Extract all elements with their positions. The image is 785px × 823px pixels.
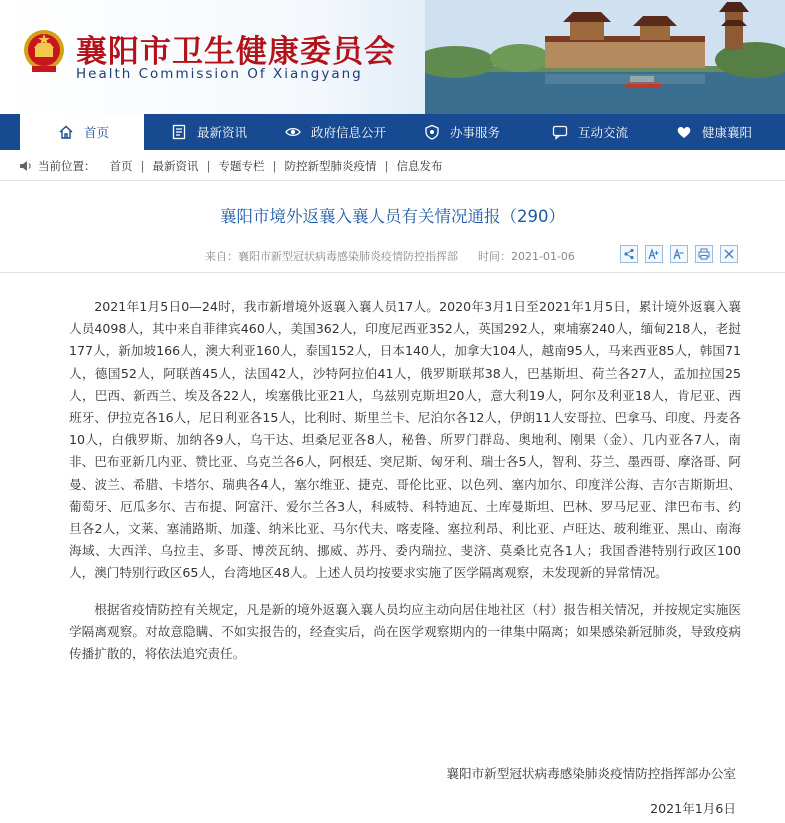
- nav-latest-news[interactable]: [171, 114, 247, 150]
- divider: [0, 180, 785, 181]
- article-time: 时间：2021-01-06: [478, 250, 575, 263]
- share-icon: [623, 248, 635, 260]
- font-size-increase-button[interactable]: [645, 245, 663, 263]
- article-paragraph: 根据省疫情防控有关规定，凡是新的境外返襄入襄人员均应主动向居住地社区（村）报告相关情况，并按规定实施医学隔离观察。对故意隐瞒、不如实报告的，经查实后，尚在医学观察期内的一律集中隔离；如果感染新冠肺炎，导致疫病传播扩散的，将依法追究责任。: [69, 601, 741, 662]
- font-decrease-icon: [673, 248, 685, 260]
- main-nav: [0, 114, 785, 150]
- heart-icon: [676, 124, 692, 140]
- speaker-icon: [18, 159, 34, 173]
- nav-home-label: 首页: [84, 125, 110, 140]
- article-signature: 襄阳市新型冠状病毒感染肺炎疫情防控指挥部办公室: [446, 766, 736, 781]
- font-increase-icon: [648, 248, 660, 260]
- font-size-decrease-button[interactable]: [670, 245, 688, 263]
- nav-services-label: 办事服务: [450, 125, 501, 140]
- nav-interaction-label: 互动交流: [578, 125, 629, 140]
- breadcrumb-separator: |: [384, 159, 389, 173]
- site-subtitle: Health Commission Of Xiangyang: [76, 66, 363, 82]
- nav-gov-info-label: 政府信息公开: [311, 125, 387, 140]
- share-toolbar: [620, 245, 738, 263]
- close-button[interactable]: [720, 245, 738, 263]
- eye-icon: [285, 124, 301, 140]
- nav-healthy-xiangyang[interactable]: [676, 114, 752, 150]
- breadcrumb-separator: |: [272, 159, 277, 173]
- breadcrumb-link-home[interactable]: 首页: [109, 159, 133, 173]
- breadcrumb-prefix: 当前位置：: [38, 159, 96, 173]
- print-icon: [698, 248, 710, 260]
- print-button[interactable]: [695, 245, 713, 263]
- breadcrumb-link-epidemic[interactable]: 防控新型肺炎疫情: [284, 159, 377, 173]
- nav-gov-info[interactable]: [285, 114, 386, 150]
- share-button[interactable]: [620, 245, 638, 263]
- breadcrumb-separator: |: [206, 159, 211, 173]
- article-meta: [205, 248, 575, 264]
- document-list-icon: [171, 124, 187, 140]
- city-scenery-image: [425, 0, 785, 114]
- site-title: 襄阳市卫生健康委员会: [76, 34, 396, 70]
- breadcrumb-link-latest-news[interactable]: 最新资讯: [152, 159, 199, 173]
- article-paragraph: 2021年1月5日0—24时，我市新增境外返襄入襄人员17人。2020年3月1日至2021年1月5日，累计境外返襄入襄人员4098人，其中来自菲律宾460人，美国362人，印度尼西亚352人，英国292人，柬埔寨240人，缅甸218人，老挝177人，新加坡166人，澳大利亚160人，泰国152人，日本140人，加拿大104人，越南95人，马来西亚85人，韩国71人，德国52人，阿联酋45人，法国42人，沙特阿拉伯41人，俄罗斯联邦38人，巴基斯坦、荷兰各27人，孟加拉国25人，巴西、新西兰、埃及各22人，埃塞俄比亚21人，乌兹别克斯坦20人，意大利19人，阿尔及利亚18人，肯尼亚、西班牙、伊拉克各16人，尼日利亚各15人，比利时、斯里兰卡、尼泊尔各12人，伊朗11人安哥拉、巴拿马、印度、丹麦各10人，白俄罗斯、加纳各9人，乌干达、坦桑尼亚各8人，秘鲁、所罗门群岛、奥地利、刚果（金）、几内亚各7人，南非、巴布亚新几内亚、赞比亚、乌克兰各6人，阿根廷、突尼斯、匈牙利、瑞士各5人，智利、芬兰、墨西哥、摩洛哥、阿曼、波兰、希腊、卡塔尔、瑞典各4人，塞尔维亚、捷克、哥伦比亚、以色列、塞内加尔、印度洋公海、吉尔吉斯斯坦、葡萄牙、厄瓜多尔、吉布提、阿富汗、爱尔兰各3人，科威特、科特迪瓦、土库曼斯坦、巴林、罗马尼亚、津巴布韦、约旦各2人，文莱、塞浦路斯、加蓬、纳米比亚、马尔代夫、喀麦隆、塞拉利昂、利比亚、卢旺达、玻利维亚、黑山、南海海域、大西洋、乌拉圭、多哥、博茨瓦纳、挪威、苏丹、委内瑞拉、斐济、莫桑比克各1人；我国香港特别行政区100人，澳门特别行政区65人，台湾地区48人。上述人员均按要求实施了医学隔离观察，未发现新的异常情况。: [69, 299, 741, 581]
- divider: [0, 272, 785, 273]
- header-banner: [0, 0, 785, 114]
- chat-icon: [552, 124, 568, 140]
- breadcrumb-link-topics[interactable]: 专题专栏: [218, 159, 265, 173]
- nav-interaction[interactable]: [552, 114, 628, 150]
- close-icon: [723, 248, 735, 260]
- breadcrumb: [18, 157, 443, 175]
- national-emblem-icon: [22, 28, 66, 74]
- article-source: 来自：襄阳市新型冠状病毒感染肺炎疫情防控指挥部: [205, 250, 458, 263]
- nav-services[interactable]: [424, 114, 500, 150]
- article-title: 襄阳市境外返襄入襄人员有关情况通报（290）: [220, 207, 565, 226]
- home-icon: [58, 124, 74, 140]
- nav-home[interactable]: [20, 114, 144, 150]
- breadcrumb-link-info-release[interactable]: 信息发布: [396, 159, 443, 173]
- article-date: 2021年1月6日: [650, 801, 736, 816]
- article-body: [69, 296, 741, 665]
- breadcrumb-separator: |: [140, 159, 145, 173]
- nav-latest-news-label: 最新资讯: [197, 125, 248, 140]
- nav-healthy-xiangyang-label: 健康襄阳: [702, 125, 753, 140]
- shield-icon: [424, 124, 440, 140]
